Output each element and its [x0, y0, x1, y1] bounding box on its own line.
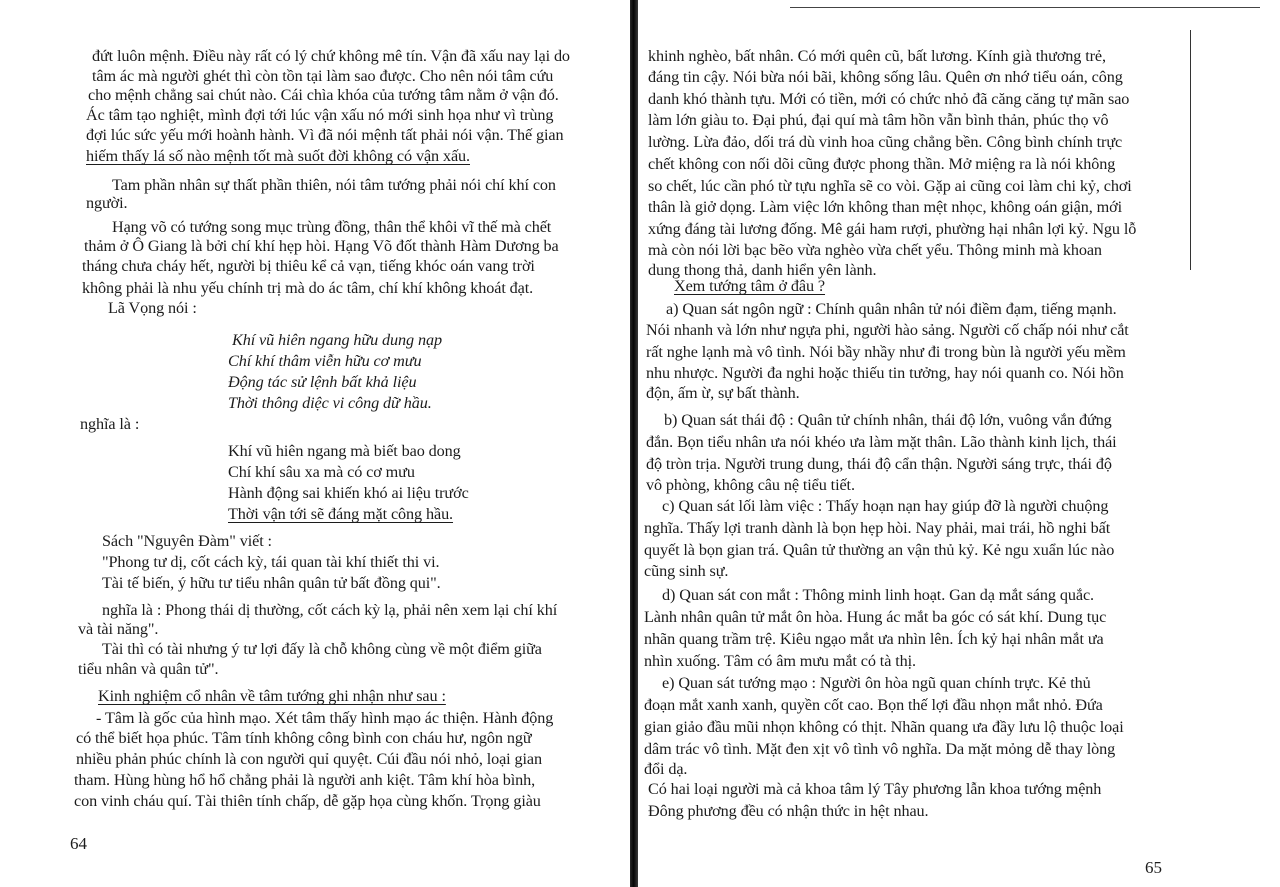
left-page: [0, 0, 632, 887]
left-poem-4: Thời thông diệc vi công dữ hầu.: [228, 394, 432, 412]
right-line-27: Lành nhân quân tử mắt ôn hòa. Hung ác mắt ba góc có sát khí. Dung tục: [644, 608, 1107, 626]
right-line-29: nhìn xuống. Tâm có âm mưu mắt có tà thị.: [644, 652, 916, 670]
right-line-23: nghĩa. Thấy lợi tranh dành là bọn hẹp hòi. Nay phải, mai trái, hồ nghi bất: [644, 519, 1111, 537]
left-line-18: nghĩa là :: [80, 415, 140, 433]
left-line-11: tháng chưa cháy hết, người bị thiêu kể cả vạn, tiếng khóc oán vang trời: [82, 257, 535, 275]
left-line-31: - Tâm là gốc của hình mạo. Xét tâm thấy hình mạo ác thiện. Hành động: [96, 709, 554, 727]
left-poem-1: Khí vũ hiên ngang hữu dung nạp: [232, 331, 442, 349]
margin-bracket-line: [1190, 30, 1191, 270]
left-line-32: có thể biết họa phúc. Tâm tính không công bình con cháu hư, ngôn ngữ: [76, 729, 532, 747]
right-line-19: đắn. Bọn tiểu nhân ưa nói khéo ưa làm mặt thân. Lão thành kinh lịch, thái: [646, 433, 1117, 451]
right-line-2: đáng tin cậy. Nói bừa nói bãi, không sống lâu. Quên ơn nhớ tiểu oán, công: [648, 68, 1123, 86]
right-line-9: xứng đáng tài lương đống. Mê gái ham rượi, phường hại nhân lợi kỷ. Ngu lỗ: [648, 220, 1137, 238]
left-line-10: thảm ở Ô Giang là bởi chí khí hẹp hòi. Hạng Võ đốt thành Hàm Dương ba: [84, 237, 559, 255]
right-line-6: chết không con nối dõi cũng được phong thần. Mở miệng ra là nói không: [648, 155, 1116, 173]
right-line-8: thân là giở dọng. Làm việc lớn không than mệt nhọc, không oán giận, mới: [648, 198, 1122, 216]
left-line-8: người.: [86, 194, 128, 212]
left-line-5: đợi lúc sức yếu mới hoành hành. Vì đã nói mệnh tất phải nói vận. Thế gian: [86, 126, 564, 144]
right-line-1: khinh nghèo, bất nhân. Có mới quên cũ, bất lương. Kính già thương trẻ,: [648, 47, 1106, 65]
right-line-30: e) Quan sát tướng mạo : Người ôn hòa ngũ quan chính trực. Kẻ thủ: [662, 674, 1091, 692]
left-line-26: nghĩa là : Phong thái dị thường, cốt cách kỳ lạ, phải nên xem lại chí khí: [102, 601, 558, 619]
right-line-22: c) Quan sát lối làm việc : Thấy hoạn nạn hay giúp đỡ là người chuộng: [662, 497, 1109, 515]
right-line-35: Có hai loại người mà cả khoa tâm lý Tây phương lẫn khoa tướng mệnh: [648, 780, 1102, 798]
left-line-29: tiểu nhân và quân tử".: [78, 660, 219, 678]
left-line-4: Ác tâm tạo nghiệt, mình đợi tới lúc vận xấu nó mới sinh họa như vì trùng: [86, 106, 554, 124]
left-line-1: đứt luôn mệnh. Điều này rất có lý chứ không mê tín. Vận đã xấu nay lại do: [92, 47, 570, 65]
page-number-left: 64: [70, 834, 87, 853]
left-line-23: Sách "Nguyên Đàm" viết :: [102, 532, 272, 550]
right-line-20: độ tròn trịa. Người trung dung, thái độ cẩn thận. Người sáng trực, thái độ: [646, 455, 1112, 473]
left-poem-2: Chí khí thâm viễn hữu cơ mưu: [228, 352, 422, 370]
left-poem-5: Khí vũ hiên ngang mà biết bao dong: [228, 442, 461, 460]
left-line-9: Hạng võ có tướng song mục trùng đồng, thân thể khôi vĩ thế mà chết: [112, 218, 552, 236]
right-heading: Xem tướng tâm ở đâu ?: [674, 277, 826, 295]
left-line-6: hiếm thấy lá số nào mệnh tốt mà suốt đời không có vận xấu.: [86, 147, 470, 165]
left-line-30: Kinh nghiệm cổ nhân về tâm tướng ghi nhận như sau :: [98, 687, 446, 705]
right-line-17: độn, ấm ừ, sự bất thành.: [646, 384, 800, 402]
right-line-34: đổi dạ.: [644, 760, 688, 778]
left-line-12: không phải là nhu yếu chính trị mà do ác tâm, chí khí không khoát đạt.: [82, 279, 534, 297]
right-line-33: dâm trác vô tình. Mặt đen xịt vô tình vô nghĩa. Da mặt mỏng dễ thay lòng: [644, 740, 1116, 758]
left-line-3: cho mệnh chẳng sai chút nào. Cái chìa khóa của tướng tâm nằm ở vận đó.: [88, 86, 559, 104]
right-line-14: Nói nhanh và lớn như ngựa phi, người hào sảng. Người cố chấp nói như cắt: [646, 321, 1129, 339]
right-line-13: a) Quan sát ngôn ngữ : Chính quân nhân tử nói điềm đạm, tiếng mạnh.: [666, 300, 1117, 318]
book-gutter: [630, 0, 638, 887]
right-line-32: gian giảo đầu mũi nhọn không có thịt. Nhãn quang ưa đầy lưu lộ thuộc loại: [644, 718, 1124, 736]
left-line-24: "Phong tư dị, cốt cách kỳ, tái quan tài khí thiết thi vi.: [102, 553, 440, 571]
right-line-26: d) Quan sát con mắt : Thông minh linh hoạt. Gan dạ mắt sáng quắc.: [662, 586, 1094, 604]
right-line-10: mà còn nói lời bạc bẽo vừa nghèo vừa chết yểu. Thông minh mà khoan: [648, 241, 1102, 259]
scan-top-line: [790, 7, 1260, 8]
left-line-25: Tài tế biến, ý hữu tư tiểu nhân quân tử bất đồng qui".: [102, 574, 441, 592]
right-line-7: so chết, lúc cần phó từ tựu nghĩa sẽ co vòi. Gặp ai cũng coi làm chi kỷ, chơi: [648, 177, 1132, 195]
page-number-right: 65: [1145, 858, 1162, 877]
right-line-36: Đông phương đều có nhận thức in hệt nhau.: [648, 802, 929, 820]
left-poem-7: Hành động sai khiến khó ai liệu trước: [228, 484, 469, 502]
right-line-25: cũng sinh sự.: [644, 562, 729, 580]
left-poem-8: Thời vận tới sẽ đáng mặt công hầu.: [228, 505, 454, 523]
left-line-35: con vinh cháu quí. Tài thiên tính chấp, dễ gặp họa cùng khốn. Trọng giàu: [74, 792, 541, 810]
left-poem-6: Chí khí sâu xa mà có cơ mưu: [228, 463, 415, 481]
right-line-4: làm lớn giàu to. Đại phú, đại quí mà tâm hồn vẫn bình thản, phúc thọ vô: [648, 111, 1109, 129]
right-line-28: nhãn quang trầm trệ. Kiêu ngạo mắt ưa nhìn lên. Ích kỷ hại nhân mắt ưa: [644, 630, 1104, 648]
left-line-34: tham. Hùng hùng hổ hổ chẳng phải là người anh kiệt. Tâm khí hòa bình,: [74, 771, 536, 789]
right-line-18: b) Quan sát thái độ : Quân tử chính nhân, thái độ lớn, vuông vắn đứng: [664, 411, 1112, 429]
right-line-11: dung thong thả, danh hiển yên lành.: [648, 261, 877, 279]
right-line-16: nhu nhược. Người đa nghi hoặc thiếu tin tưởng, hay nói quanh co. Nói hồn: [646, 364, 1124, 382]
right-line-31: đoạn mắt xanh xanh, quyền cốt cao. Bọn thế lợi đầu nhọn mắt nhỏ. Đứa: [644, 696, 1103, 714]
left-poem-3: Động tác sử lệnh bất khả liệu: [228, 373, 417, 391]
right-line-15: rất nghe lạnh mà vô tình. Nói bầy nhầy như đi trong bùn là người yếu mềm: [646, 343, 1126, 361]
right-line-24: quyết là bọn gian trá. Quân tử thường an vận thủ kỷ. Kẻ ngu xuẩn lúc nào: [644, 541, 1115, 559]
right-line-21: vô phòng, không câu nệ tiểu tiết.: [646, 476, 855, 494]
right-line-5: lường. Lừa đảo, dối trá dù vinh hoa cũng chẳng bền. Công bình chính trực: [648, 133, 1123, 151]
left-line-33: nhiều phản phúc chính là con người quỉ quyệt. Cúi đầu nói nhỏ, loại gian: [76, 750, 543, 768]
left-line-13: Lã Vọng nói :: [108, 299, 197, 317]
right-page: [640, 0, 1280, 887]
left-line-28: Tài thì có tài nhưng ý tư lợi đấy là chỗ không cùng về một điểm giữa: [102, 640, 542, 658]
left-line-27: và tài năng".: [78, 620, 159, 638]
right-line-3: danh khó thành tựu. Mới có tiền, mới có chức nhỏ đã căng căng tự mãn sao: [648, 90, 1130, 108]
left-line-2: tâm ác mà người ghét thì còn tồn tại làm sao được. Cho nên nói tâm cứu: [92, 67, 554, 85]
left-line-7: Tam phần nhân sự thất phần thiên, nói tâm tướng phải nói chí khí con: [112, 176, 556, 194]
